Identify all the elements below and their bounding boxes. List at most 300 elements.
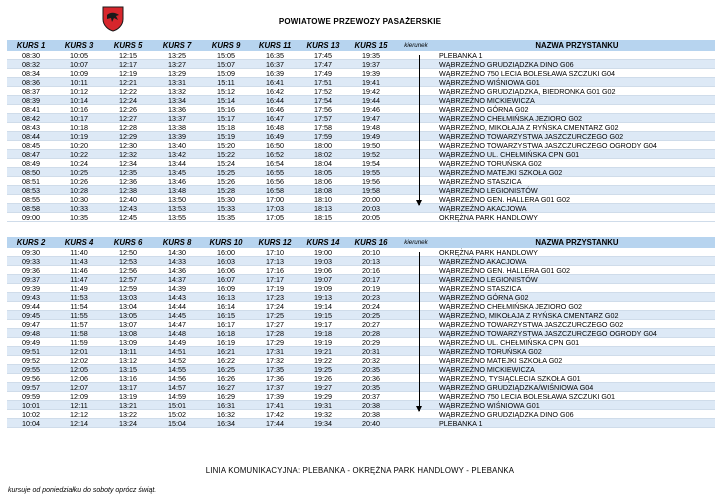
departure-time: 19:48 [362,122,380,132]
departure-time: 16:44 [266,95,284,105]
departure-time: 19:21 [314,346,332,356]
table-header [7,237,715,248]
departure-time: 20:19 [362,283,380,293]
departure-time: 17:17 [266,274,284,284]
departure-time: 17:23 [266,292,284,302]
departure-time: 17:51 [314,77,332,87]
departure-time: 13:31 [168,77,186,87]
departure-time: 16:19 [217,337,235,347]
stop-name: WĄBRZEŹNO 750 LECIA BOLESŁAWA SZCZUKI G01 [439,391,616,401]
departure-time: 19:00 [314,247,332,257]
departure-time: 14:56 [168,373,186,383]
departure-time: 18:06 [314,176,332,186]
departure-time: 13:53 [168,203,186,213]
stop-name: WĄBRZEŹNO GÓRNA G02 [439,104,529,114]
departure-time: 20:24 [362,301,380,311]
departure-time: 12:50 [119,247,137,257]
stop-name: WĄBRZEŹNO GRUDZIĄDZKA DINO G06 [439,59,574,69]
departure-time: 12:34 [119,158,137,168]
departure-time: 16:17 [217,319,235,329]
departure-time: 16:14 [217,301,235,311]
departure-time: 12:12 [70,409,88,419]
stop-name: PLEBANKA 1 [439,50,483,60]
departure-time: 12:36 [119,176,137,186]
departure-time: 16:34 [217,418,235,428]
departure-time: 17:44 [266,418,284,428]
departure-time: 15:22 [217,149,235,159]
timetable-outbound [7,40,715,222]
departure-time: 14:47 [168,319,186,329]
column-header: KURS 7 [162,41,192,50]
departure-time: 12:21 [119,77,137,87]
departure-time: 15:28 [217,185,235,195]
departure-time: 20:29 [362,337,380,347]
departure-time: 13:42 [168,149,186,159]
stop-name: WĄBRZEŹNO MATEJKI SZKOŁA G02 [439,355,563,365]
departure-time: 09:36 [22,265,40,275]
direction-header: kierunek [404,239,428,246]
departure-time: 17:32 [266,355,284,365]
departure-time: 08:49 [22,158,40,168]
departure-time: 15:12 [217,86,235,96]
departure-time: 17:31 [266,346,284,356]
departure-time: 11:59 [70,337,88,347]
departure-time: 14:39 [168,283,186,293]
departure-time: 11:49 [70,283,88,293]
column-header: KURS 5 [113,41,143,50]
departure-time: 18:05 [314,167,332,177]
departure-time: 09:48 [22,328,40,338]
column-header: KURS 8 [162,238,192,247]
stop-name: WĄBRZEŹNO 750 LECIA BOLESŁAWA SZCZUKI G04 [439,68,616,78]
departure-time: 17:49 [314,68,332,78]
departure-time: 19:18 [314,328,332,338]
departure-time: 17:16 [266,265,284,275]
departure-time: 14:59 [168,391,186,401]
departure-time: 11:57 [70,319,88,329]
departure-time: 10:01 [22,400,40,410]
table-body [7,51,715,222]
stop-name: WĄBRZEŹNO TOWARZYSTWA JASZCZURCZEGO G02 [439,319,624,329]
departure-time: 13:22 [119,409,137,419]
departure-time: 12:43 [119,203,137,213]
departure-time: 12:19 [119,68,137,78]
departure-time: 11:46 [70,265,88,275]
departure-time: 16:03 [217,256,235,266]
departure-time: 13:16 [119,373,137,383]
departure-time: 13:46 [168,176,186,186]
table-row [7,419,715,428]
departure-time: 10:14 [70,95,88,105]
departure-time: 19:09 [314,283,332,293]
departure-time: 20:32 [362,355,380,365]
departure-time: 12:07 [70,382,88,392]
departure-time: 15:18 [217,122,235,132]
departure-time: 13:19 [119,391,137,401]
departure-time: 10:18 [70,122,88,132]
departure-time: 17:35 [266,364,284,374]
departure-time: 09:52 [22,355,40,365]
departure-time: 15:14 [217,95,235,105]
departure-time: 17:05 [266,212,284,222]
departure-time: 12:22 [119,86,137,96]
departure-time: 12:02 [70,355,88,365]
departure-time: 17:19 [266,283,284,293]
departure-time: 16:32 [217,409,235,419]
stop-column-header: NAZWA PRZYSTANKU [535,238,619,247]
departure-time: 08:50 [22,167,40,177]
departure-time: 19:46 [362,104,380,114]
departure-time: 15:35 [217,212,235,222]
departure-time: 20:35 [362,364,380,374]
departure-time: 15:05 [217,50,235,60]
departure-time: 16:21 [217,346,235,356]
departure-time: 19:19 [314,337,332,347]
departure-time: 20:38 [362,409,380,419]
departure-time: 16:06 [217,265,235,275]
column-header: KURS 3 [64,41,94,50]
departure-time: 10:02 [22,409,40,419]
departure-time: 16:42 [266,86,284,96]
departure-time: 14:51 [168,346,186,356]
departure-time: 12:11 [70,400,88,410]
departure-time: 08:45 [22,140,40,150]
departure-time: 10:24 [70,158,88,168]
departure-time: 10:22 [70,149,88,159]
departure-time: 19:50 [362,140,380,150]
departure-time: 16:26 [217,373,235,383]
departure-time: 13:29 [168,68,186,78]
stop-name: OKRĘŻNA PARK HANDLOWY [439,247,538,257]
departure-time: 13:15 [119,364,137,374]
departure-time: 08:36 [22,77,40,87]
departure-time: 19:31 [314,400,332,410]
departure-time: 18:04 [314,158,332,168]
departure-time: 19:54 [362,158,380,168]
departure-time: 19:07 [314,274,332,284]
column-header: KURS 10 [209,238,243,247]
column-header: KURS 14 [306,238,340,247]
departure-time: 12:38 [119,185,137,195]
stop-column-header: NAZWA PRZYSTANKU [535,41,619,50]
departure-time: 19:35 [362,50,380,60]
stop-name: WĄBRZEŹNO LEGIONISTÓW [439,274,538,284]
departure-time: 20:13 [362,256,380,266]
departure-time: 12:28 [119,122,137,132]
departure-time: 20:23 [362,292,380,302]
stop-name: WĄBRZEŹNO GRUDZIĄDZKA/WIŚNIOWA G04 [439,382,594,392]
departure-time: 19:32 [314,409,332,419]
departure-time: 12:30 [119,140,137,150]
departure-time: 12:24 [119,95,137,105]
departure-time: 17:24 [266,301,284,311]
departure-time: 19:06 [314,265,332,275]
departure-time: 19:37 [362,59,380,69]
departure-time: 19:58 [362,185,380,195]
departure-time: 19:26 [314,373,332,383]
departure-time: 16:47 [266,113,284,123]
departure-time: 13:04 [119,301,137,311]
departure-time: 17:41 [266,400,284,410]
line-label: LINIA KOMUNIKACYJNA: PLEBANKA - OKRĘŻNA PARK HANDLOWY - PLEBANKA [205,466,515,475]
departure-time: 11:58 [70,328,88,338]
departure-time: 18:15 [314,212,332,222]
departure-time: 10:28 [70,185,88,195]
departure-time: 16:54 [266,158,284,168]
departure-time: 19:29 [314,391,332,401]
departure-time: 10:04 [22,418,40,428]
departure-time: 08:51 [22,176,40,186]
stop-name: WĄBRZEŹNO STASZICA [439,176,522,186]
departure-time: 10:35 [70,212,88,222]
departure-time: 16:31 [217,400,235,410]
departure-time: 09:33 [22,256,40,266]
departure-time: 16:07 [217,274,235,284]
departure-time: 09:51 [22,346,40,356]
stop-name: WĄBRZEŹNO GEN. HALLERA G01 G02 [439,265,571,275]
departure-time: 08:43 [22,122,40,132]
departure-time: 08:39 [22,95,40,105]
departure-time: 08:30 [22,50,40,60]
departure-time: 19:13 [314,292,332,302]
departure-time: 09:39 [22,283,40,293]
departure-time: 18:00 [314,140,332,150]
departure-time: 16:18 [217,328,235,338]
departure-time: 16:48 [266,122,284,132]
stop-name: WĄBRZEŹNO GRUDZIĄDZKA DINO G06 [439,409,574,419]
departure-time: 11:54 [70,301,88,311]
departure-time: 09:44 [22,301,40,311]
departure-time: 13:27 [168,59,186,69]
departure-time: 16:41 [266,77,284,87]
departure-time: 19:14 [314,301,332,311]
departure-time: 20:25 [362,310,380,320]
departure-time: 12:45 [119,212,137,222]
stop-name: WĄBRZEŹNO TORUŃSKA G02 [439,346,542,356]
departure-time: 17:57 [314,113,332,123]
departure-time: 15:02 [168,409,186,419]
departure-time: 14:57 [168,382,186,392]
departure-time: 12:06 [70,373,88,383]
departure-time: 10:16 [70,104,88,114]
departure-time: 16:39 [266,68,284,78]
departure-time: 08:42 [22,113,40,123]
departure-time: 13:34 [168,95,186,105]
departure-time: 08:37 [22,86,40,96]
departure-time: 13:55 [168,212,186,222]
departure-time: 16:29 [217,391,235,401]
departure-time: 19:34 [314,418,332,428]
departure-time: 14:30 [168,247,186,257]
departure-time: 16:55 [266,167,284,177]
departure-time: 16:50 [266,140,284,150]
departure-time: 15:19 [217,131,235,141]
departure-time: 13:40 [168,140,186,150]
departure-time: 16:27 [217,382,235,392]
departure-time: 13:11 [119,346,137,356]
departure-time: 13:39 [168,131,186,141]
departure-time: 16:56 [266,176,284,186]
stop-name: WĄBRZEŹNO, TYSIĄCLECIA SZKOŁA G01 [439,373,581,383]
departure-time: 15:26 [217,176,235,186]
departure-time: 15:04 [168,418,186,428]
departure-time: 14:43 [168,292,186,302]
departure-time: 16:35 [266,50,284,60]
departure-time: 20:05 [362,212,380,222]
departure-time: 10:25 [70,167,88,177]
departure-time: 13:17 [119,382,137,392]
departure-time: 14:52 [168,355,186,365]
departure-time: 09:55 [22,364,40,374]
departure-time: 19:55 [362,167,380,177]
departure-time: 19:17 [314,319,332,329]
departure-time: 10:19 [70,131,88,141]
departure-time: 15:25 [217,167,235,177]
departure-time: 14:55 [168,364,186,374]
column-header: KURS 4 [64,238,94,247]
departure-time: 08:41 [22,104,40,114]
stop-name: WĄBRZEŹNO LEGIONISTÓW [439,185,538,195]
stop-name: WĄBRZEŹNO WIŚNIOWA G01 [439,77,540,87]
stop-name: WĄBRZEŹNO, MIKOŁAJA Z RYŃSKA CMENTARZ G02 [439,310,619,320]
stop-name: WĄBRZEŹNO STASZICA [439,283,522,293]
departure-time: 09:30 [22,247,40,257]
departure-time: 19:56 [362,176,380,186]
departure-time: 19:15 [314,310,332,320]
departure-time: 12:09 [70,391,88,401]
document-title: POWIATOWE PRZEWOZY PASAŻERSKIE [278,17,442,26]
departure-time: 11:43 [70,256,88,266]
stop-name: WĄBRZEŹNO MICKIEWICZA [439,364,535,374]
departure-time: 17:00 [266,194,284,204]
departure-time: 10:30 [70,194,88,204]
column-header: KURS 11 [258,41,292,50]
departure-time: 14:44 [168,301,186,311]
departure-time: 13:07 [119,319,137,329]
departure-time: 17:56 [314,104,332,114]
departure-time: 13:21 [119,400,137,410]
stop-name: WĄBRZEŹNO TOWARZYSTWA JASZCZURCZEGO OGRODY G04 [439,140,657,150]
departure-time: 13:50 [168,194,186,204]
stop-name: WĄBRZEŹNO MICKIEWICZA [439,95,535,105]
departure-time: 20:00 [362,194,380,204]
stop-name: WĄBRZEŹNO AKACJOWA [439,203,527,213]
direction-header: kierunek [404,42,428,49]
departure-time: 10:07 [70,59,88,69]
departure-time: 17:25 [266,310,284,320]
departure-time: 13:25 [168,50,186,60]
departure-time: 10:05 [70,50,88,60]
departure-time: 15:16 [217,104,235,114]
departure-time: 12:53 [119,256,137,266]
departure-time: 17:52 [314,86,332,96]
departure-time: 17:45 [314,50,332,60]
departure-time: 16:37 [266,59,284,69]
departure-time: 12:32 [119,149,137,159]
departure-time: 13:37 [168,113,186,123]
departure-time: 12:15 [119,50,137,60]
departure-time: 15:11 [217,77,235,87]
departure-time: 12:05 [70,364,88,374]
departure-time: 09:59 [22,391,40,401]
departure-time: 08:44 [22,131,40,141]
departure-time: 20:10 [362,247,380,257]
departure-time: 09:57 [22,382,40,392]
stop-name: WĄBRZEŹNO WIŚNIOWA G01 [439,400,540,410]
stop-name: OKRĘŻNA PARK HANDLOWY [439,212,538,222]
stop-name: WĄBRZEŹNO GEN. HALLERA G01 G02 [439,194,571,204]
departure-time: 20:28 [362,328,380,338]
departure-time: 17:28 [266,328,284,338]
departure-time: 20:40 [362,418,380,428]
departure-time: 10:11 [70,77,88,87]
column-header: KURS 9 [211,41,241,50]
departure-time: 19:27 [314,382,332,392]
departure-time: 19:03 [314,256,332,266]
departure-time: 20:35 [362,382,380,392]
departure-time: 13:48 [168,185,186,195]
departure-time: 15:07 [217,59,235,69]
departure-time: 12:29 [119,131,137,141]
stop-name: WĄBRZEŹNO GRUDZIĄDZKA, BIEDRONKA G01 G02 [439,86,616,96]
departure-time: 17:03 [266,203,284,213]
departure-time: 10:26 [70,176,88,186]
departure-time: 15:20 [217,140,235,150]
stop-name: WĄBRZEŹNO MATEJKI SZKOŁA G02 [439,167,563,177]
departure-time: 17:37 [266,382,284,392]
table-body [7,248,715,428]
departure-time: 17:36 [266,373,284,383]
departure-time: 16:13 [217,292,235,302]
departure-time: 08:58 [22,203,40,213]
stop-name: WĄBRZEŹNO, MIKOŁAJA Z RYŃSKA CMENTARZ G02 [439,122,619,132]
table-header [7,40,715,51]
departure-time: 12:14 [70,418,88,428]
departure-time: 10:09 [70,68,88,78]
departure-time: 17:59 [314,131,332,141]
departure-time: 12:35 [119,167,137,177]
departure-time: 15:30 [217,194,235,204]
departure-time: 18:02 [314,149,332,159]
stop-name: PLEBANKA 1 [439,418,483,428]
departure-time: 12:27 [119,113,137,123]
stop-name: WĄBRZEŹNO CHEŁMIŃSKA JEZIORO G02 [439,301,582,311]
departure-time: 13:32 [168,86,186,96]
departure-time: 20:31 [362,346,380,356]
departure-time: 17:13 [266,256,284,266]
departure-time: 20:37 [362,391,380,401]
departure-time: 15:01 [168,400,186,410]
departure-time: 09:47 [22,319,40,329]
departure-time: 13:05 [119,310,137,320]
departure-time: 09:45 [22,310,40,320]
departure-time: 14:48 [168,328,186,338]
stop-name: WĄBRZEŹNO AKACJOWA [439,256,527,266]
departure-time: 13:45 [168,167,186,177]
departure-time: 12:01 [70,346,88,356]
departure-time: 18:10 [314,194,332,204]
departure-time: 16:25 [217,364,235,374]
departure-time: 09:37 [22,274,40,284]
departure-time: 13:09 [119,337,137,347]
departure-time: 16:49 [266,131,284,141]
departure-time: 12:26 [119,104,137,114]
stop-name: WĄBRZEŹNO TOWARZYSTWA JASZCZURCZEGO G02 [439,131,624,141]
departure-time: 20:36 [362,373,380,383]
departure-time: 13:44 [168,158,186,168]
departure-time: 12:57 [119,274,137,284]
departure-time: 10:33 [70,203,88,213]
